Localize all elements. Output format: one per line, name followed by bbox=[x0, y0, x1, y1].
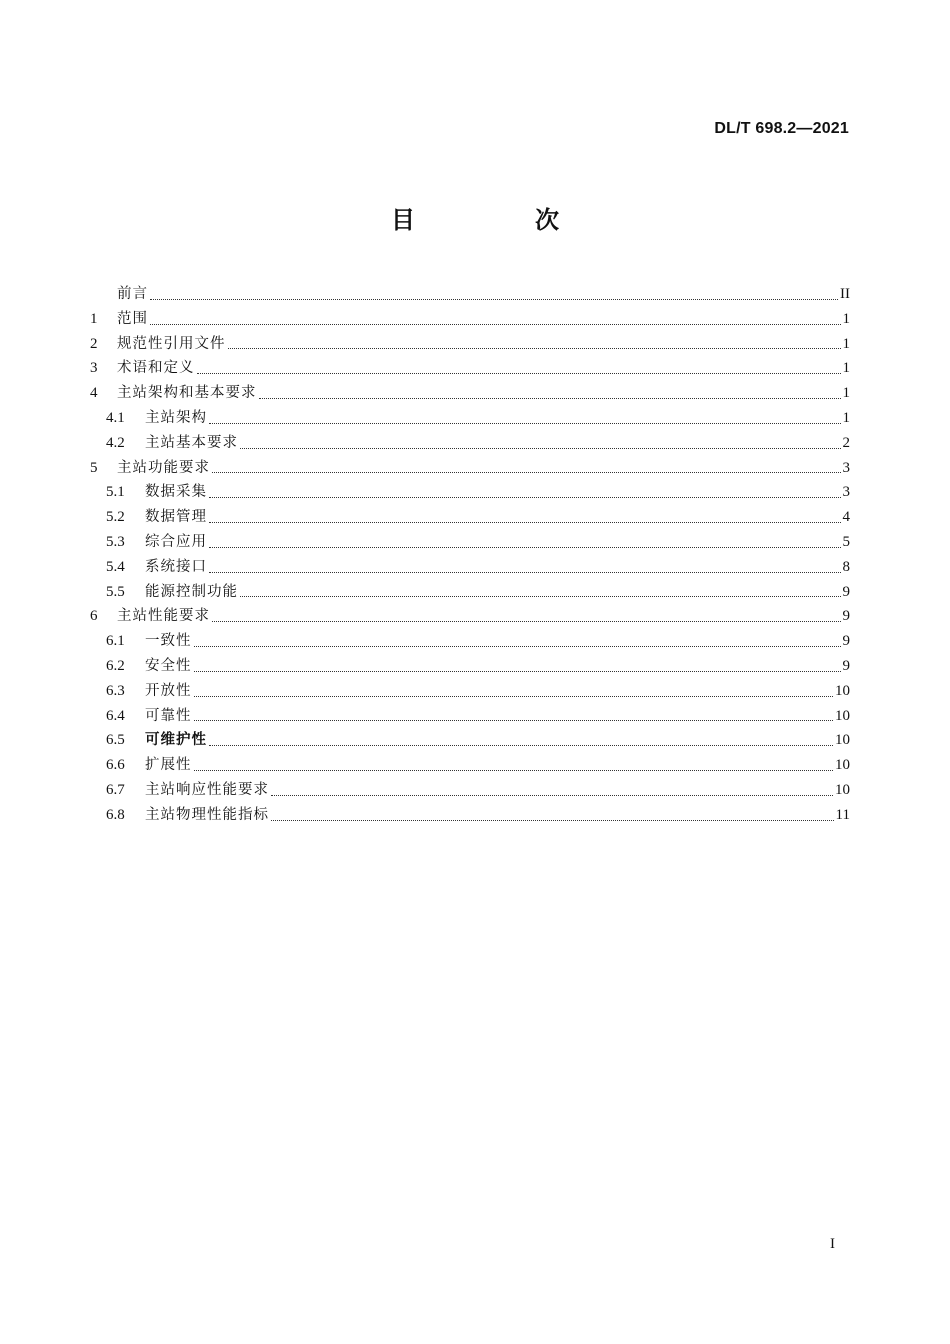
toc-entry-label: 系统接口 bbox=[145, 558, 207, 575]
toc-dot-leader bbox=[194, 646, 841, 647]
toc-entry[interactable] bbox=[90, 282, 850, 307]
toc-entry-page: 10 bbox=[835, 781, 850, 798]
toc-entry-page: 5 bbox=[842, 533, 850, 550]
toc-entry-number: 6.1 bbox=[106, 633, 125, 650]
toc-dot-leader bbox=[259, 398, 841, 399]
toc-entry[interactable] bbox=[90, 753, 850, 778]
toc-dot-leader bbox=[209, 572, 841, 573]
table-of-contents bbox=[90, 282, 850, 828]
toc-entry-label: 安全性 bbox=[145, 657, 192, 674]
toc-entry[interactable] bbox=[90, 431, 850, 456]
toc-entry-page: 1 bbox=[842, 385, 850, 402]
toc-entry-page: 9 bbox=[842, 608, 850, 625]
toc-dot-leader bbox=[240, 448, 841, 449]
toc-entry-number: 6.3 bbox=[106, 682, 125, 699]
toc-entry-label: 主站功能要求 bbox=[117, 459, 210, 476]
toc-dot-leader bbox=[209, 423, 841, 424]
toc-entry-number: 5.1 bbox=[106, 484, 125, 501]
toc-entry-number: 5.2 bbox=[106, 509, 125, 526]
toc-entry[interactable] bbox=[90, 679, 850, 704]
toc-entry-page: 9 bbox=[842, 633, 850, 650]
toc-entry-label: 能源控制功能 bbox=[145, 583, 238, 600]
toc-entry-label: 前言 bbox=[117, 286, 148, 302]
toc-entry-number: 5.5 bbox=[106, 583, 125, 600]
toc-dot-leader bbox=[194, 770, 834, 771]
toc-entry-label: 主站基本要求 bbox=[145, 434, 238, 451]
toc-entry-number: 6.8 bbox=[106, 806, 125, 823]
page-title: 目 次 bbox=[391, 206, 607, 234]
toc-entry-page: 3 bbox=[842, 459, 850, 476]
toc-entry-number: 5.4 bbox=[106, 558, 125, 575]
toc-entry-page: 1 bbox=[842, 335, 850, 352]
toc-entry-label: 主站架构 bbox=[145, 409, 207, 426]
toc-entry-page: 11 bbox=[835, 806, 850, 823]
toc-entry[interactable] bbox=[90, 604, 850, 629]
toc-dot-leader bbox=[194, 720, 834, 721]
toc-entry-number: 4.2 bbox=[106, 434, 125, 451]
toc-dot-leader bbox=[194, 671, 841, 672]
document-code: DL/T 698.2—2021 bbox=[714, 120, 849, 137]
toc-dot-leader bbox=[197, 373, 841, 374]
toc-dot-leader bbox=[271, 795, 833, 796]
toc-entry-number: 4.1 bbox=[106, 409, 125, 426]
toc-dot-leader bbox=[150, 299, 838, 300]
toc-dot-leader bbox=[271, 820, 834, 821]
toc-dot-leader bbox=[209, 547, 841, 548]
toc-entry[interactable] bbox=[90, 307, 850, 332]
toc-dot-leader bbox=[150, 324, 841, 325]
toc-entry-page: 10 bbox=[835, 732, 850, 749]
toc-entry-label: 主站响应性能要求 bbox=[145, 781, 269, 798]
toc-entry[interactable] bbox=[90, 803, 850, 828]
toc-entry-page: 1 bbox=[842, 310, 850, 327]
toc-entry[interactable] bbox=[90, 580, 850, 605]
toc-dot-leader bbox=[212, 472, 841, 473]
toc-entry-page: 1 bbox=[842, 409, 850, 426]
toc-entry-label: 一致性 bbox=[145, 633, 192, 650]
toc-entry-number: 6.2 bbox=[106, 657, 125, 674]
toc-dot-leader bbox=[209, 745, 833, 746]
toc-entry-number: 5 bbox=[90, 459, 98, 476]
toc-entry-label: 综合应用 bbox=[145, 533, 207, 550]
toc-entry[interactable] bbox=[90, 728, 850, 753]
toc-dot-leader bbox=[228, 348, 841, 349]
toc-entry-label: 主站架构和基本要求 bbox=[117, 385, 257, 402]
toc-entry-page: 3 bbox=[842, 484, 850, 501]
toc-entry-number: 3 bbox=[90, 360, 98, 377]
toc-entry-label: 术语和定义 bbox=[117, 360, 195, 377]
toc-entry-number: 4 bbox=[90, 385, 98, 402]
toc-entry-number: 6.6 bbox=[106, 757, 125, 774]
toc-entry-label: 数据管理 bbox=[145, 509, 207, 526]
toc-entry-number: 2 bbox=[90, 335, 98, 352]
toc-entry[interactable] bbox=[90, 555, 850, 580]
toc-entry-label: 数据采集 bbox=[145, 484, 207, 501]
toc-dot-leader bbox=[212, 621, 841, 622]
toc-entry-number: 6.7 bbox=[106, 781, 125, 798]
toc-entry[interactable] bbox=[90, 704, 850, 729]
toc-entry-page: 9 bbox=[842, 657, 850, 674]
toc-entry[interactable] bbox=[90, 406, 850, 431]
toc-entry-label: 可靠性 bbox=[145, 707, 192, 724]
toc-entry[interactable] bbox=[90, 480, 850, 505]
toc-entry-page: 1 bbox=[842, 360, 850, 377]
toc-entry[interactable] bbox=[90, 381, 850, 406]
toc-entry-label: 主站物理性能指标 bbox=[145, 806, 269, 823]
toc-entry-label: 扩展性 bbox=[145, 757, 192, 774]
toc-entry[interactable] bbox=[90, 654, 850, 679]
toc-dot-leader bbox=[209, 497, 841, 498]
toc-entry[interactable] bbox=[90, 505, 850, 530]
toc-entry[interactable] bbox=[90, 629, 850, 654]
toc-entry[interactable] bbox=[90, 530, 850, 555]
toc-entry-number: 1 bbox=[90, 310, 98, 327]
toc-entry-label: 规范性引用文件 bbox=[117, 335, 226, 352]
toc-entry-page: 4 bbox=[842, 509, 850, 526]
toc-entry-page: 2 bbox=[842, 434, 850, 451]
toc-entry-page: 8 bbox=[842, 558, 850, 575]
toc-entry-page: 10 bbox=[835, 757, 850, 774]
page-number: I bbox=[830, 1236, 835, 1252]
toc-entry[interactable] bbox=[90, 778, 850, 803]
toc-entry-label: 主站性能要求 bbox=[117, 608, 210, 625]
toc-entry[interactable] bbox=[90, 456, 850, 481]
toc-entry-number: 5.3 bbox=[106, 533, 125, 550]
toc-entry-label: 可维护性 bbox=[145, 732, 207, 749]
toc-entry-page: 10 bbox=[835, 682, 850, 699]
toc-entry-number: 6.4 bbox=[106, 707, 125, 724]
toc-entry-number: 6.5 bbox=[106, 732, 125, 749]
toc-entry[interactable] bbox=[90, 356, 850, 381]
toc-entry-label: 开放性 bbox=[145, 682, 192, 699]
toc-entry-page: 9 bbox=[842, 583, 850, 600]
toc-dot-leader bbox=[240, 596, 841, 597]
toc-entry-number: 6 bbox=[90, 608, 98, 625]
toc-entry-page: 10 bbox=[835, 707, 850, 724]
toc-entry-label: 范围 bbox=[117, 310, 148, 327]
toc-entry[interactable] bbox=[90, 332, 850, 357]
toc-entry-page: II bbox=[840, 286, 850, 302]
toc-dot-leader bbox=[194, 696, 834, 697]
toc-dot-leader bbox=[209, 522, 841, 523]
